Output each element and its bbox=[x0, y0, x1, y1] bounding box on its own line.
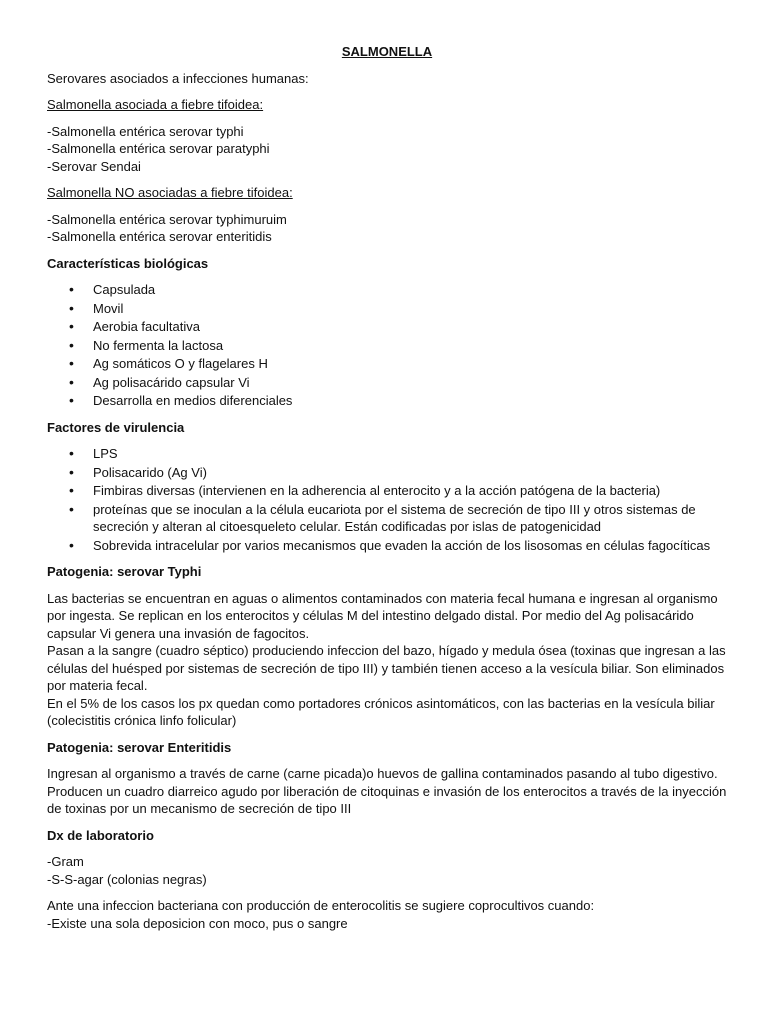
typhoid-item: -Salmonella entérica serovar typhi bbox=[47, 123, 244, 139]
typhoid-item: -Serovar Sendai bbox=[47, 158, 141, 174]
virulence-item: • LPS bbox=[47, 445, 727, 463]
bio-item: • Aerobia facultativa bbox=[47, 318, 727, 336]
dx-heading: Dx de laboratorio bbox=[47, 827, 154, 843]
virulence-item: • Polisacarido (Ag Vi) bbox=[47, 464, 727, 482]
bio-item: • Ag polisacárido capsular Vi bbox=[47, 374, 727, 392]
typhoid-item: -Salmonella entérica serovar paratyphi bbox=[47, 141, 270, 156]
dx-list bbox=[47, 853, 727, 888]
virulence-item: • proteínas que se inoculan a la célula eucariota por el sistema de secreción de tipo III y otros sistemas de secreción y alteran al citoesqueleto celular. Están codificadas por islas de patogenicidad bbox=[47, 501, 727, 536]
virulence-heading: Factores de virulencia bbox=[47, 419, 185, 435]
dx-note bbox=[47, 897, 727, 932]
dx-item: -S-S-agar (colonias negras) bbox=[47, 871, 207, 887]
typhi-body bbox=[47, 590, 727, 730]
typhi-paragraph: Las bacterias se encuentran en aguas o alimentos contaminados con materia fecal humana e ingresan al organismo por ingesta. Se replican en los enterocitos y células M del intestino delgado distal. Por medio del Ag polisacárido capsular Vi genera una invasión de fagocitos. bbox=[47, 590, 718, 641]
typhi-paragraph: En el 5% de los casos los px quedan como portadores crónicos asintomáticos, con las bacterias en la vesícula biliar (colecistitis crónica linfo folicular) bbox=[47, 695, 715, 728]
bio-item: • Capsulada bbox=[47, 281, 727, 299]
dx-item: -Gram bbox=[47, 854, 84, 869]
dx-note-line: Ante una infeccion bacteriana con producción de enterocolitis se sugiere coprocultivos cuando: bbox=[47, 898, 595, 913]
typhoid-heading: Salmonella asociada a fiebre tifoidea: bbox=[47, 97, 264, 112]
enteritidis-paragraph: Ingresan al organismo a través de carne (carne picada)o huevos de gallina contaminados pasando al tubo digestivo. Producen un cuadro diarreico agudo por liberación de citoquinas e invasión de los enterocitos a través de la inyección de toxinas por un mecanismo de secreción de tipo III bbox=[47, 766, 727, 816]
document-title: SALMONELLA bbox=[341, 44, 433, 59]
enteritidis-heading: Patogenia: serovar Enteritidis bbox=[47, 739, 232, 755]
bio-heading: Características biológicas bbox=[47, 255, 209, 271]
non-typhoid-item: -Salmonella entérica serovar typhimuruim bbox=[47, 211, 287, 227]
virulence-list bbox=[47, 445, 727, 554]
non-typhoid-item: -Salmonella entérica serovar enteritidis bbox=[47, 229, 272, 244]
virulence-item: • Sobrevida intracelular por varios mecanismos que evaden la acción de los lisosomas en células fagocíticas bbox=[47, 537, 727, 555]
bio-item: • Desarrolla en medios diferenciales bbox=[47, 392, 727, 410]
bio-list bbox=[47, 281, 727, 410]
bio-item: • Movil bbox=[47, 300, 727, 318]
intro-text: Serovares asociados a infecciones humanas: bbox=[47, 70, 309, 86]
typhi-heading: Patogenia: serovar Typhi bbox=[47, 564, 202, 579]
typhoid-list bbox=[47, 123, 727, 176]
bio-item: • No fermenta la lactosa bbox=[47, 337, 727, 355]
document-page bbox=[47, 43, 727, 932]
dx-note-line: -Existe una sola deposicion con moco, pus o sangre bbox=[47, 915, 348, 931]
non-typhoid-heading: Salmonella NO asociadas a fiebre tifoidea: bbox=[47, 185, 293, 200]
non-typhoid-list bbox=[47, 211, 727, 246]
typhi-paragraph: Pasan a la sangre (cuadro séptico) produciendo infeccion del bazo, hígado y medula ósea (toxinas que ingresan a las células del huésped por sistemas de secreción de tipo III) y también tienen acceso a la vesícula biliar. Son eliminados por materia fecal. bbox=[47, 643, 726, 693]
bio-item: • Ag somáticos O y flagelares H bbox=[47, 355, 727, 373]
virulence-item: • Fimbiras diversas (intervienen en la adherencia al enterocito y a la acción patógena de la bacteria) bbox=[47, 482, 727, 500]
